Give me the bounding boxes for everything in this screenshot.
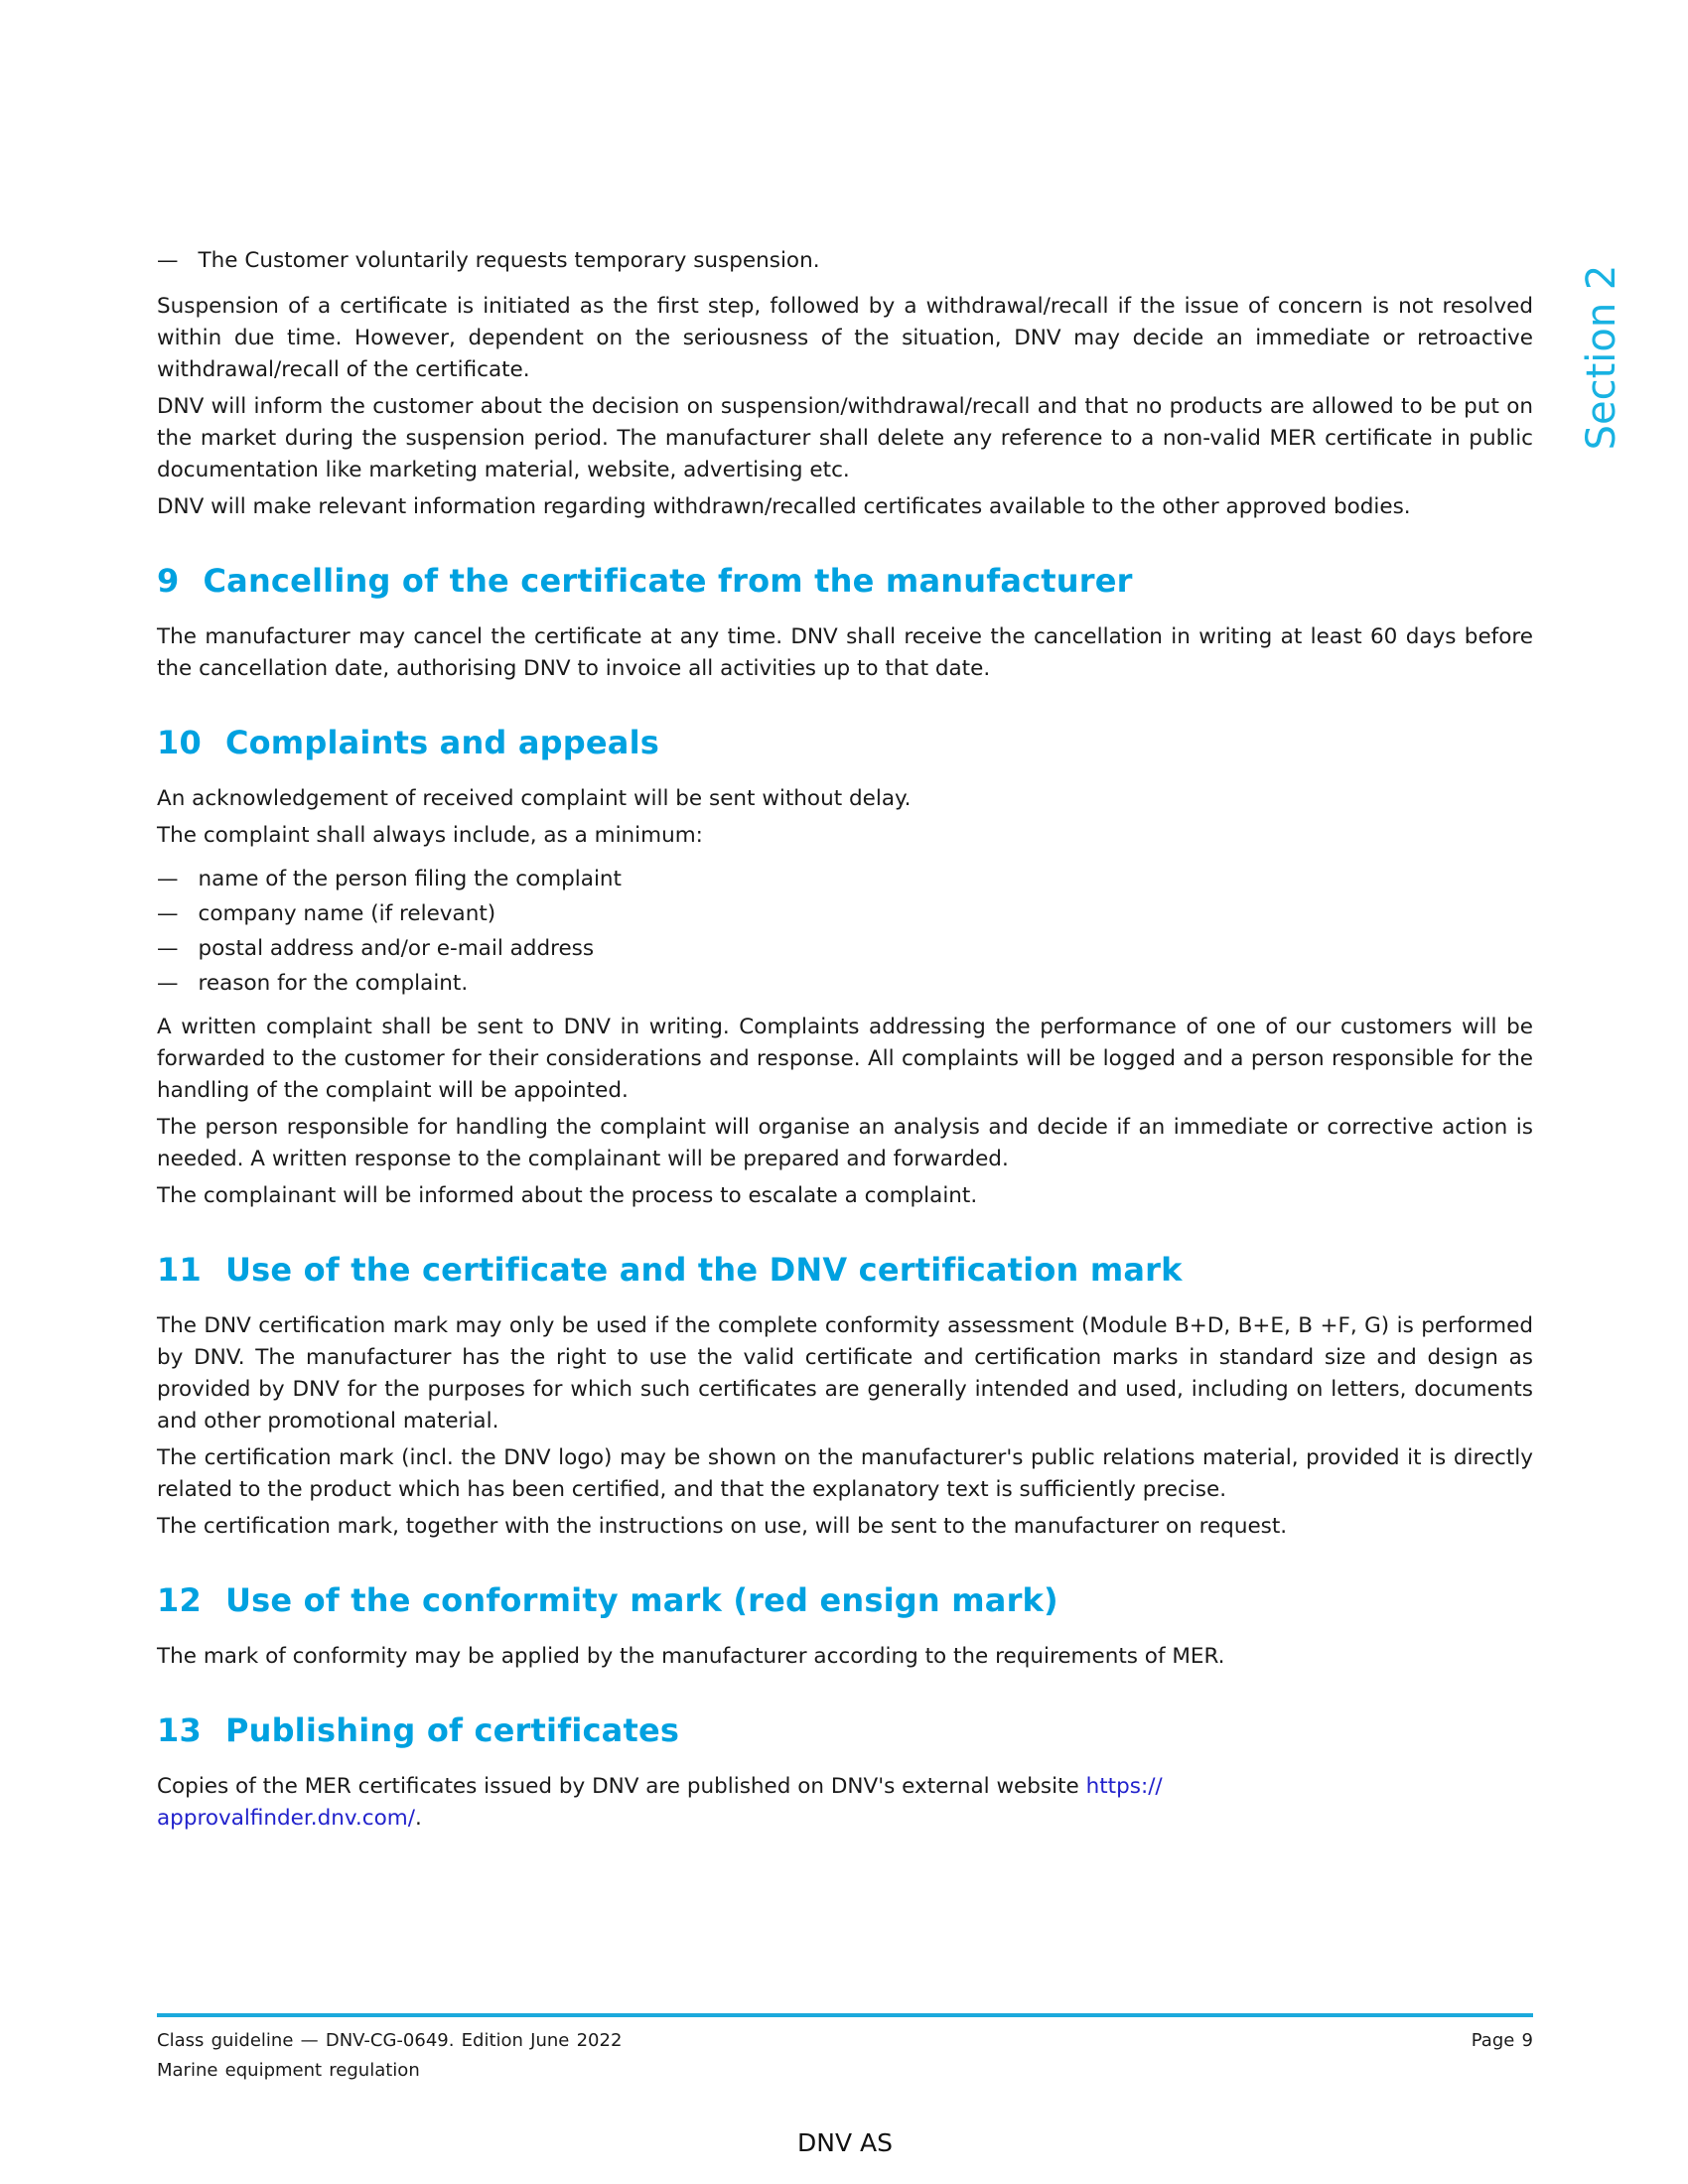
- paragraph: The complaint shall always include, as a minimum:: [157, 823, 703, 848]
- company-imprint: DNV AS: [797, 2128, 893, 2157]
- paragraph-text: .: [414, 1806, 422, 1831]
- section-title: Publishing of certificates: [224, 1711, 680, 1749]
- paragraph: The certification mark (incl. the DNV logo) may be shown on the manufacturer's public relations material, provided it is directly related to the product which has been certified, and that the explanatory text is sufficiently precise.: [157, 1445, 1533, 1502]
- paragraph: Suspension of a certificate is initiated as the first step, followed by a withdrawal/recall if the issue of concern is not resolved within due time. However, dependent on the seriousness of the situation, DNV may decide an immediate or retroactive withdrawal/recall of the certificate.: [157, 294, 1533, 382]
- section-number: 12: [157, 1581, 202, 1619]
- list-item: [157, 864, 1533, 895]
- bullet-dash: —: [157, 248, 179, 273]
- paragraph: An acknowledgement of received complaint will be sent without delay.: [157, 786, 912, 811]
- bullet-dash: —: [157, 936, 179, 961]
- section-side-label: Section 2: [1579, 264, 1624, 451]
- section-number: 13: [157, 1711, 202, 1749]
- section-10-heading: [157, 721, 1533, 764]
- bullet-dash: —: [157, 971, 179, 996]
- paragraph: The DNV certification mark may only be used if the complete conformity assessment (Module B+D, B+E, B +F, G) is performed by DNV. The manufacturer has the right to use the valid certificate and certification marks in standard size and design as provided by DNV for the purposes for which such certificates are generally intended and used, including on letters, documents and other promotional material.: [157, 1313, 1533, 1433]
- list-item: [157, 898, 1533, 930]
- list-item-text: name of the person filing the complaint: [198, 867, 622, 891]
- section-11-heading: [157, 1248, 1533, 1292]
- footer-doc-line: Class guideline — DNV-CG-0649. Edition June 2022: [157, 2030, 623, 2051]
- bullet-dash: —: [157, 867, 179, 891]
- list-item: [157, 245, 1533, 277]
- paragraph: [157, 1771, 1533, 1835]
- section-number: 10: [157, 724, 202, 761]
- list-item-text: reason for the complaint.: [198, 971, 469, 996]
- section-12-heading: [157, 1578, 1533, 1622]
- link-text[interactable]: https://: [1085, 1774, 1163, 1799]
- footer-page-number: Page 9: [1471, 2030, 1533, 2051]
- list-item-text: postal address and/or e-mail address: [198, 936, 595, 961]
- paragraph: A written complaint shall be sent to DNV in writing. Complaints addressing the performance of one of our customers will be forwarded to the customer for their considerations and response. All complaints will be logged and a person responsible for the handling of the complaint will be appointed.: [157, 1015, 1533, 1103]
- complaint-requirements-list: [157, 864, 1533, 1000]
- list-item: [157, 933, 1533, 965]
- paragraph: The complainant will be informed about the process to escalate a complaint.: [157, 1183, 978, 1208]
- section-title: Use of the certificate and the DNV certification mark: [224, 1251, 1183, 1289]
- page-footer: [157, 2013, 1533, 2086]
- link-text[interactable]: approvalfinder.dnv.com/: [157, 1806, 415, 1831]
- paragraph: The certification mark, together with the instructions on use, will be sent to the manufacturer on request.: [157, 1514, 1288, 1539]
- footer-row: [157, 2026, 1533, 2056]
- paragraph: The manufacturer may cancel the certificate at any time. DNV shall receive the cancellation in writing at least 60 days before the cancellation date, authorising DNV to invoice all activities up to that date.: [157, 624, 1533, 681]
- footer-divider: [157, 2013, 1533, 2017]
- paragraph: The mark of conformity may be applied by the manufacturer according to the requirements of MER.: [157, 1644, 1225, 1669]
- paragraph: DNV will inform the customer about the decision on suspension/withdrawal/recall and that no products are allowed to be put on the market during the suspension period. The manufacturer shall delete any reference to a non-valid MER certificate in public documentation like marketing material, website, advertising etc.: [157, 394, 1533, 482]
- section-number: 9: [157, 562, 180, 600]
- section-title: Complaints and appeals: [224, 724, 659, 761]
- paragraph: DNV will make relevant information regarding withdrawn/recalled certificates available to the other approved bodies.: [157, 494, 1411, 519]
- list-item-text: The Customer voluntarily requests temporary suspension.: [198, 248, 820, 273]
- section-9-heading: [157, 559, 1533, 603]
- list-item-text: company name (if relevant): [198, 901, 496, 926]
- section-title: Use of the conformity mark (red ensign mark): [224, 1581, 1058, 1619]
- list-item: [157, 968, 1533, 1000]
- footer-subject-line: Marine equipment regulation: [157, 2060, 420, 2081]
- section-title: Cancelling of the certificate from the manufacturer: [203, 562, 1133, 600]
- bullet-dash: —: [157, 901, 179, 926]
- section-13-heading: [157, 1708, 1533, 1752]
- section-number: 11: [157, 1251, 202, 1289]
- paragraph: The person responsible for handling the complaint will organise an analysis and decide if an immediate or corrective action is needed. A written response to the complainant will be prepared and forwarded.: [157, 1115, 1533, 1171]
- document-content: [157, 245, 1533, 1840]
- paragraph-text: Copies of the MER certificates issued by DNV are published on DNV's external website: [157, 1774, 1086, 1799]
